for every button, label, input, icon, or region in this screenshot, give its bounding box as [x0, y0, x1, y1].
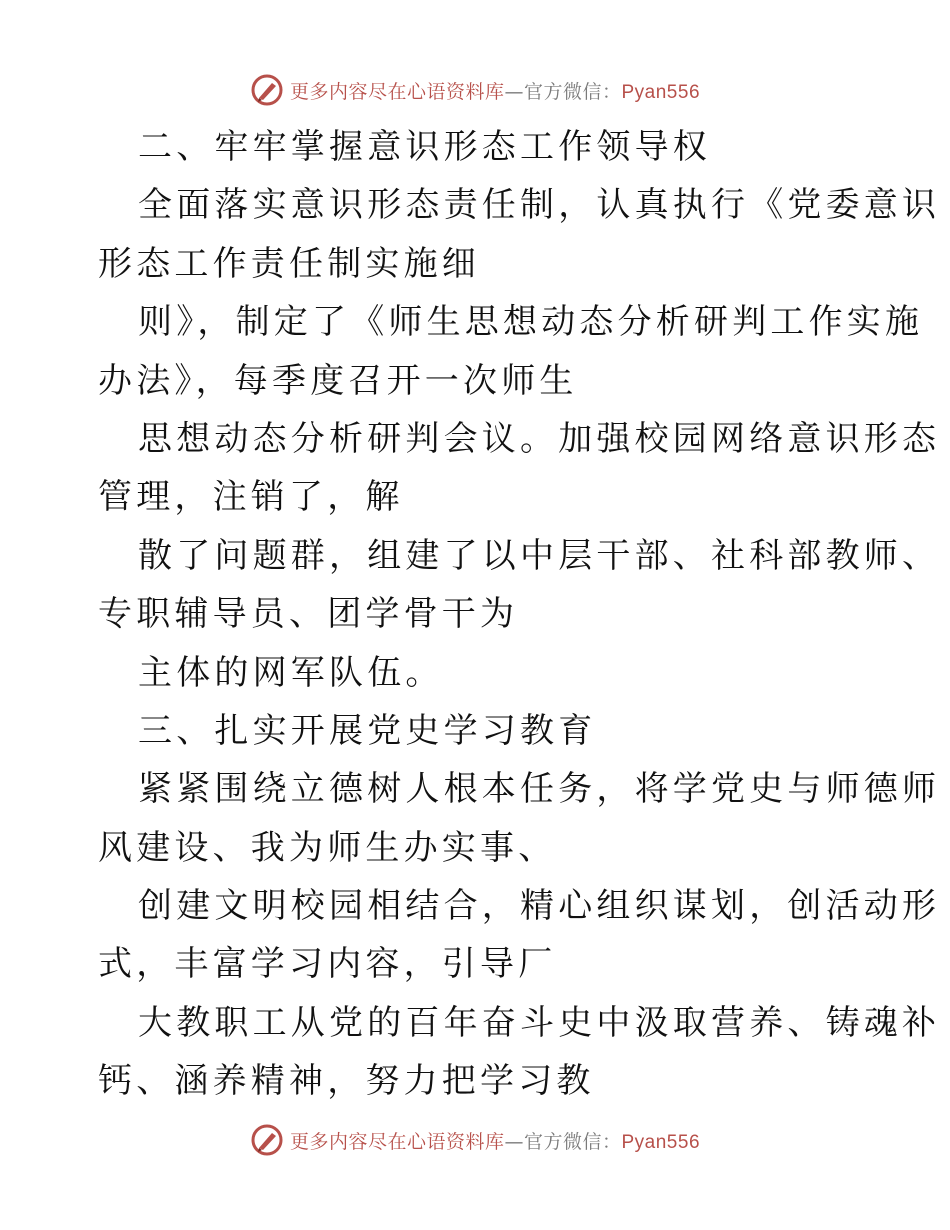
text-line: 主体的网军队伍。 [138, 652, 444, 693]
watermark-separator: — [504, 1130, 524, 1153]
text-line: 钙、涵养精神，努力把学习教 [98, 1061, 595, 1102]
watermark-sub: 官方微信： [523, 80, 622, 103]
text-line: 管理，注销了，解 [98, 477, 404, 518]
text-line: 散了问题群，组建了以中层干部、社科部教师、 [138, 535, 941, 576]
text-line: 大教职工从党的百年奋斗史中汲取营养、铸魂补 [138, 1002, 941, 1043]
watermark-id: Pyan556 [621, 81, 701, 103]
text-line: 全面落实意识形态责任制，认真执行《党委意识 [138, 185, 941, 226]
text-line: 思想动态分析研判会议。加强校园网络意识形态 [138, 418, 941, 459]
watermark-separator: — [504, 80, 524, 103]
watermark-text [290, 77, 700, 104]
text-line: 风建设、我为师生办实事、 [98, 827, 557, 868]
text-line: 二、牢牢掌握意识形态工作领导权 [138, 127, 711, 167]
text-line: 三、扎实开展党史学习教育 [138, 710, 597, 751]
watermark-main: 更多内容尽在心语资料库 [289, 1130, 505, 1153]
watermark-sub: 官方微信： [523, 1130, 622, 1153]
text-line: 专职辅导员、团学骨干为 [98, 594, 519, 635]
text-line: 紧紧围绕立德树人根本任务，将学党史与师德师 [138, 769, 941, 810]
text-line: 式，丰富学习内容，引导厂 [98, 944, 557, 985]
footer-watermark [0, 1120, 950, 1160]
text-line: 形态工作责任制实施细 [98, 243, 480, 284]
watermark-id: Pyan556 [621, 1131, 701, 1153]
document-body [98, 118, 941, 1111]
watermark-text [290, 1127, 700, 1154]
watermark-main: 更多内容尽在心语资料库 [289, 80, 505, 103]
text-line: 办法》，每季度召开一次师生 [98, 360, 578, 401]
header-watermark [0, 70, 950, 110]
text-line: 则》，制定了《师生思想动态分析研判工作实施 [138, 302, 924, 343]
pen-logo-icon [250, 1123, 284, 1157]
pen-logo-icon [250, 73, 284, 107]
text-line: 创建文明校园相结合，精心组织谋划，创活动形 [138, 886, 941, 927]
